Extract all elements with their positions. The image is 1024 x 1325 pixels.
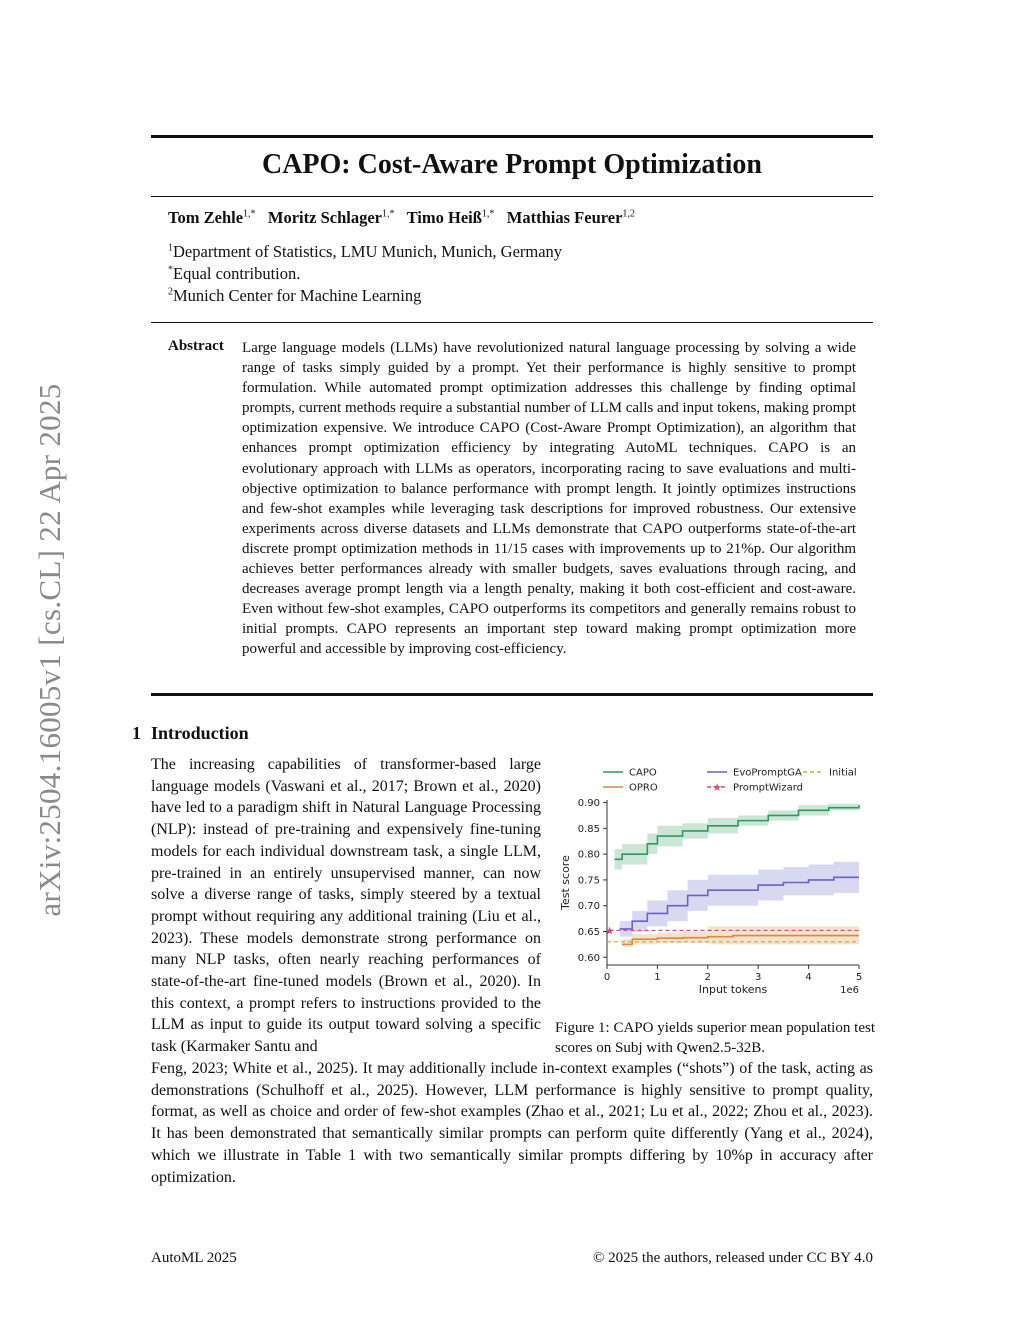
author-marks: 1,2 (622, 208, 635, 220)
figure-caption: Figure 1: CAPO yields superior mean population test scores on Subj with Qwen2.5-32B. (555, 1020, 875, 1056)
author-name: Moritz Schlager (267, 208, 382, 227)
author-marks: 1,* (243, 208, 256, 220)
y-tick-label: 0.60 (577, 952, 600, 964)
affiliation-text: Equal contribution. (173, 264, 301, 283)
abstract-bottom-rule (151, 693, 873, 696)
title-rule (151, 196, 873, 197)
figure-1-chart (555, 760, 875, 1000)
author-list (168, 208, 635, 228)
affiliation-mark: 2 (168, 286, 173, 298)
section-heading (132, 723, 249, 744)
x-tick-label: 1 (654, 972, 661, 983)
arxiv-id-text: arXiv:2504.16005v1 [cs.CL] 22 Apr 2025 (32, 383, 67, 917)
affiliation-2 (168, 286, 421, 306)
series-marker-promptwizard: ★ (604, 924, 615, 938)
footer-venue: AutoML 2025 (151, 1250, 237, 1266)
top-rule (151, 135, 873, 138)
author-marks: 1,* (481, 208, 495, 220)
affiliation-1 (168, 242, 562, 262)
x-tick-label: 5 (855, 972, 863, 983)
intro-paragraph-wrapped: The increasing capabilities of transformer-based large language models (Vaswani et al., 2017; Brown et al., 2020) have led to a paradigm shift in Natural Language Processing (NLP): instead of pre-training and expensively fine-tuning models for each individual downstream task, a single LLM, pre-trained in an entirely unsupervised manner, can now solve a diverse range of tasks, simply steered by a textual prompt without requiring any additional training (Liu et al., 2023). These models demonstrate strong performance on many NLP tasks, often nearly reaching performances of state-of-the-art fine-tuned models (Brown et al., 2020). In this context, a prompt refers to instructions provided to the LLM as input to guide its output toward solving a specific task (Karmaker Santu and (151, 756, 541, 1056)
affiliation-mark: 1 (168, 242, 173, 254)
x-tick-label: 0 (603, 972, 611, 983)
series-band-capo (615, 803, 859, 870)
y-tick-label: 0.85 (577, 823, 600, 835)
affiliation-text: Department of Statistics, LMU Munich, Munich, Germany (173, 242, 563, 261)
abstract-top-rule (151, 322, 873, 323)
legend-label-opro: OPRO (629, 782, 658, 794)
author-name: Tom Zehle (168, 208, 244, 227)
legend-label-initial: Initial (829, 767, 857, 779)
x-scale-label: 1e6 (840, 985, 859, 996)
legend-marker-promptwizard: ★ (712, 781, 722, 794)
abstract-label: Abstract (168, 338, 224, 354)
y-tick-label: 0.80 (577, 849, 600, 861)
series-band-evopromptga (620, 862, 859, 937)
legend-label-capo: CAPO (629, 767, 657, 779)
author-name: Matthias Feurer (506, 208, 623, 227)
x-tick-label: 2 (704, 972, 711, 983)
y-tick-label: 0.70 (577, 901, 600, 913)
x-tick-label: 3 (755, 972, 762, 983)
affiliation-mark: * (168, 264, 173, 276)
section-number: 1 (132, 723, 141, 743)
y-axis-label: Test score (559, 855, 572, 910)
series-band-opro (622, 926, 859, 947)
abstract-text: Large language models (LLMs) have revolutionized natural language processing by solving a wide range of tasks simply guided by a prompt. Yet their performance is highly sensitive to prompt formulation. While automated prompt optimization addresses this challenge by finding optimal prompts, current methods require a substantial number of LLM calls and input tokens, making prompt optimization expensive. We introduce CAPO (Cost-Aware Prompt Optimization), an algorithm that enhances prompt optimization efficiency by integrating AutoML techniques. CAPO is an evolutionary approach with LLMs as operators, incorporating racing to save evaluations and multi-objective optimization to balance performance with prompt length. It jointly optimizes instructions and few-shot examples while leveraging task descriptions for improved robustness. Our extensive experiments across diverse datasets and LLMs demonstrate that CAPO outperforms state-of-the-art discrete prompt optimization methods in 11/15 cases with improvements up to 21%p. Our algorithm achieves better performances already with smaller budgets, saves evaluations through racing, and decreases average prompt length via a length penalty, making it both cost-efficient and cost-aware. Even without few-shot examples, CAPO outperforms its competitors and generally remains robust to initial prompts. CAPO represents an important step toward making prompt optimization more powerful and accessible by improving cost-efficiency. (242, 340, 856, 658)
legend-label-evopromptga: EvoPromptGA (733, 767, 802, 779)
intro-paragraph-full: Feng, 2023; White et al., 2025). It may additionally include in-context examples (“shots”) of the task, acting as demonstrations (Schulhoff et al., 2025). However, LLM performance is highly sensitive to prompt quality, format, as well as choice and order of few-shot examples (Zhao et al., 2021; Lu et al., 2022; Zhou et al., 2023). It has been demonstrated that semantically similar prompts can perform quite differently (Yang et al., 2024), which we illustrate in Table 1 with two semantically similar prompts differing by 10%p in accuracy after optimization. (151, 1060, 873, 1186)
paper-title: CAPO: Cost-Aware Prompt Optimization (261, 149, 763, 180)
affiliation-equal (168, 264, 300, 284)
section-title: Introduction (151, 723, 249, 743)
y-tick-label: 0.65 (577, 926, 600, 938)
footer-license: © 2025 the authors, released under CC BY 4.0 (593, 1250, 873, 1266)
y-tick-label: 0.75 (577, 875, 600, 887)
y-tick-label: 0.90 (577, 798, 600, 810)
x-tick-label: 4 (805, 972, 812, 983)
affiliation-text: Munich Center for Machine Learning (173, 286, 422, 305)
legend-label-promptwizard: PromptWizard (733, 782, 803, 794)
author-marks: 1,* (382, 208, 395, 220)
x-axis-label: Input tokens (698, 983, 768, 996)
chart-svg (555, 760, 875, 1000)
author-name: Timo Heiß (406, 208, 482, 227)
